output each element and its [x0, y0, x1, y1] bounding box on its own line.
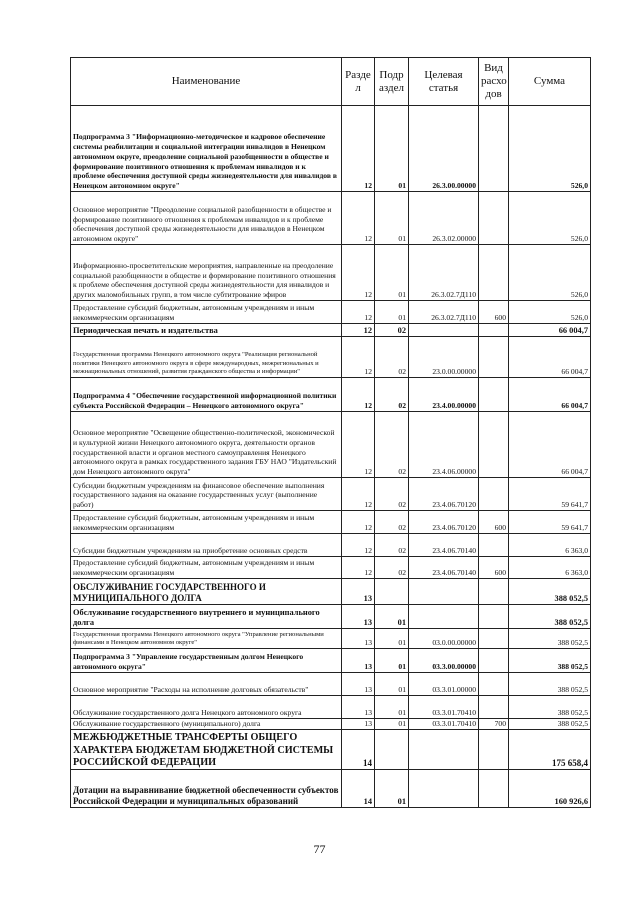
table-row — [71, 412, 591, 478]
row-podrazdel: 02 — [375, 378, 409, 412]
row-name: Предоставление субсидий бюджетным, автономным учреждениям и иным некоммерческим организациям — [71, 301, 342, 324]
row-razdel: 13 — [342, 579, 375, 605]
row-article: 23.4.06.70120 — [409, 478, 479, 511]
header-sum: Сумма — [509, 58, 591, 106]
row-article: 23.4.00.00000 — [409, 378, 479, 412]
row-name: Основное мероприятие "Расходы на исполнение долговых обязательств" — [71, 673, 342, 696]
row-podrazdel: 01 — [375, 106, 409, 192]
row-razdel: 12 — [342, 245, 375, 301]
row-razdel: 13 — [342, 696, 375, 719]
row-vid: 600 — [479, 511, 509, 534]
row-name: Обслуживание государственного внутреннего и муниципального долга — [71, 605, 342, 629]
row-razdel: 12 — [342, 337, 375, 378]
row-sum: 388 052,5 — [509, 649, 591, 673]
row-name: Государственная программа Ненецкого автономного округа "Реализация региональной политики Ненецкого автономного округа в сфере международных, межрегиональных и межнациональных отношений, развития гражданского общества и информации" — [71, 337, 342, 378]
row-vid — [479, 629, 509, 649]
row-vid: 600 — [479, 301, 509, 324]
row-razdel: 12 — [342, 412, 375, 478]
row-vid — [479, 673, 509, 696]
row-razdel: 12 — [342, 106, 375, 192]
row-sum: 526,0 — [509, 245, 591, 301]
table-row — [71, 579, 591, 605]
row-article: 23.4.06.70140 — [409, 557, 479, 579]
row-name: Предоставление субсидий бюджетным, автономным учреждениям и иным некоммерческим организациям — [71, 557, 342, 579]
row-article: 03.0.00.00000 — [409, 629, 479, 649]
row-razdel: 13 — [342, 719, 375, 730]
row-vid: 700 — [479, 719, 509, 730]
row-name: Субсидии бюджетным учреждениям на приобретение основных средств — [71, 534, 342, 557]
row-name: Дотации на выравнивание бюджетной обеспеченности субъектов Российской Федерации и муниципальных образований — [71, 770, 342, 808]
row-podrazdel: 01 — [375, 301, 409, 324]
row-name: Государственная программа Ненецкого автономного округа "Управление региональными финансами в Ненецком автономном округе" — [71, 629, 342, 649]
row-podrazdel: 02 — [375, 511, 409, 534]
header-podrazdel: Подр аздел — [375, 58, 409, 106]
row-sum: 66 004,7 — [509, 412, 591, 478]
table-row — [71, 629, 591, 649]
row-name: Субсидии бюджетным учреждениям на финансовое обеспечение выполнения государственного задания на оказание государственных услуг (выполнение работ) — [71, 478, 342, 511]
table-row — [71, 557, 591, 579]
row-name: Подпрограмма 4 "Обеспечение государственной информационной политики субъекта Российской Федерации – Ненецкого автономного округа" — [71, 378, 342, 412]
row-razdel: 12 — [342, 511, 375, 534]
row-article: 03.3.01.70410 — [409, 696, 479, 719]
row-sum: 59 641,7 — [509, 511, 591, 534]
row-article: 26.3.02.7Д110 — [409, 301, 479, 324]
budget-table-sheet — [70, 57, 590, 808]
row-sum: 526,0 — [509, 192, 591, 245]
row-podrazdel: 01 — [375, 245, 409, 301]
row-name: Основное мероприятие "Преодоление социальной разобщенности в обществе и формирование позитивного отношения к проблемам инвалидов и к проблеме обеспечения доступной среды жизнедеятельности для инвалидов в Ненецком автономном округе" — [71, 192, 342, 245]
row-sum: 388 052,5 — [509, 579, 591, 605]
table-row — [71, 245, 591, 301]
row-sum: 6 363,0 — [509, 534, 591, 557]
row-podrazdel: 01 — [375, 719, 409, 730]
row-vid — [479, 605, 509, 629]
row-article: 26.3.02.7Д110 — [409, 245, 479, 301]
header-vid: Вид расхо дов — [479, 58, 509, 106]
row-sum: 388 052,5 — [509, 629, 591, 649]
table-row — [71, 324, 591, 337]
row-sum: 388 052,5 — [509, 719, 591, 730]
page-number: 77 — [313, 842, 326, 856]
table-header-row — [71, 58, 591, 106]
row-vid — [479, 378, 509, 412]
row-podrazdel: 01 — [375, 770, 409, 808]
row-article — [409, 770, 479, 808]
table-row — [71, 673, 591, 696]
table-row — [71, 106, 591, 192]
row-podrazdel: 02 — [375, 557, 409, 579]
table-row — [71, 730, 591, 770]
row-sum: 66 004,7 — [509, 337, 591, 378]
row-article: 03.3.00.00000 — [409, 649, 479, 673]
row-razdel: 13 — [342, 605, 375, 629]
row-name: Подпрограмма 3 "Информационно-методическое и кадровое обеспечение системы реабилитации и социальной интеграции инвалидов в Ненецком автономном округе, преодоление социальной разобщенности в обществе и формирование позитивного отношения к проблемам инвалидов и к проблеме обеспечения доступной среды жизнедеятельности для инвалидов в Ненецком автономном округе" — [71, 106, 342, 192]
row-razdel: 13 — [342, 629, 375, 649]
table-row — [71, 649, 591, 673]
row-podrazdel: 01 — [375, 649, 409, 673]
row-razdel: 12 — [342, 534, 375, 557]
row-vid — [479, 534, 509, 557]
row-sum: 66 004,7 — [509, 378, 591, 412]
row-razdel: 12 — [342, 192, 375, 245]
row-article: 23.4.06.70120 — [409, 511, 479, 534]
row-vid — [479, 106, 509, 192]
row-podrazdel: 01 — [375, 629, 409, 649]
row-vid — [479, 649, 509, 673]
row-vid — [479, 579, 509, 605]
row-podrazdel: 01 — [375, 192, 409, 245]
row-podrazdel: 02 — [375, 412, 409, 478]
header-name: Наименование — [71, 58, 342, 106]
row-sum: 526,0 — [509, 106, 591, 192]
row-sum: 388 052,5 — [509, 673, 591, 696]
table-row — [71, 192, 591, 245]
row-vid — [479, 245, 509, 301]
row-vid: 600 — [479, 557, 509, 579]
row-podrazdel: 01 — [375, 673, 409, 696]
row-sum: 388 052,5 — [509, 696, 591, 719]
row-podrazdel — [375, 579, 409, 605]
row-vid — [479, 412, 509, 478]
row-podrazdel: 02 — [375, 478, 409, 511]
row-article: 03.3.01.70410 — [409, 719, 479, 730]
table-row — [71, 478, 591, 511]
row-article: 23.0.00.00000 — [409, 337, 479, 378]
row-name: МЕЖБЮДЖЕТНЫЕ ТРАНСФЕРТЫ ОБЩЕГО ХАРАКТЕРА БЮДЖЕТАМ БЮДЖЕТНОЙ СИСТЕМЫ РОССИЙСКОЙ ФЕДЕРАЦИИ — [71, 730, 342, 770]
row-article — [409, 730, 479, 770]
row-sum: 6 363,0 — [509, 557, 591, 579]
row-podrazdel: 02 — [375, 324, 409, 337]
table-row — [71, 378, 591, 412]
row-sum: 175 658,4 — [509, 730, 591, 770]
row-razdel: 12 — [342, 324, 375, 337]
row-vid — [479, 337, 509, 378]
row-razdel: 12 — [342, 378, 375, 412]
row-sum: 526,0 — [509, 301, 591, 324]
table-row — [71, 719, 591, 730]
row-podrazdel — [375, 730, 409, 770]
row-vid — [479, 192, 509, 245]
row-vid — [479, 770, 509, 808]
row-podrazdel: 02 — [375, 534, 409, 557]
row-vid — [479, 696, 509, 719]
row-razdel: 14 — [342, 770, 375, 808]
row-vid — [479, 324, 509, 337]
row-podrazdel: 01 — [375, 696, 409, 719]
row-name: Информационно-просветительские мероприятия, направленные на преодоление социальной разобщенности в обществе и формирование позитивного отношения к проблеме обеспечения доступной среды жизнедеятельности для инвалидов и других маломобильных групп, в том числе субтитрование эфиров — [71, 245, 342, 301]
row-razdel: 12 — [342, 478, 375, 511]
row-name: Обслуживание государственного (муниципального) долга — [71, 719, 342, 730]
table-row — [71, 605, 591, 629]
row-article — [409, 605, 479, 629]
row-sum: 388 052,5 — [509, 605, 591, 629]
table-row — [71, 770, 591, 808]
table-row — [71, 696, 591, 719]
row-name: ОБСЛУЖИВАНИЕ ГОСУДАРСТВЕННОГО И МУНИЦИПАЛЬНОГО ДОЛГА — [71, 579, 342, 605]
row-name: Обслуживание государственного долга Ненецкого автономного округа — [71, 696, 342, 719]
row-name: Предоставление субсидий бюджетным, автономным учреждениям и иным некоммерческим организациям — [71, 511, 342, 534]
row-vid — [479, 478, 509, 511]
table-row — [71, 301, 591, 324]
row-name: Периодическая печать и издательства — [71, 324, 342, 337]
row-razdel: 13 — [342, 673, 375, 696]
row-sum: 66 004,7 — [509, 324, 591, 337]
row-name: Подпрограмма 3 "Управление государственным долгом Ненецкого автономного округа" — [71, 649, 342, 673]
budget-table — [70, 57, 591, 808]
table-row — [71, 534, 591, 557]
row-article — [409, 579, 479, 605]
row-name: Основное мероприятие "Освещение общественно-политической, экономической и культурной жизни Ненецкого автономного округа, деятельности органов государственной власти и органов местного самоуправления Ненецкого автономного округа в рамках государственного задания ГБУ НАО "Издательский дом Ненецкого автономного округа" — [71, 412, 342, 478]
row-article: 26.3.02.00000 — [409, 192, 479, 245]
row-podrazdel: 01 — [375, 605, 409, 629]
table-row — [71, 337, 591, 378]
row-article: 26.3.00.00000 — [409, 106, 479, 192]
row-article: 23.4.06.00000 — [409, 412, 479, 478]
row-razdel: 14 — [342, 730, 375, 770]
row-article: 23.4.06.70140 — [409, 534, 479, 557]
row-article: 03.3.01.00000 — [409, 673, 479, 696]
row-sum: 160 926,6 — [509, 770, 591, 808]
row-razdel: 12 — [342, 301, 375, 324]
row-vid — [479, 730, 509, 770]
row-sum: 59 641,7 — [509, 478, 591, 511]
row-podrazdel: 02 — [375, 337, 409, 378]
row-article — [409, 324, 479, 337]
row-razdel: 13 — [342, 649, 375, 673]
row-razdel: 12 — [342, 557, 375, 579]
header-article: Целевая статья — [409, 58, 479, 106]
table-row — [71, 511, 591, 534]
header-razdel: Разде л — [342, 58, 375, 106]
